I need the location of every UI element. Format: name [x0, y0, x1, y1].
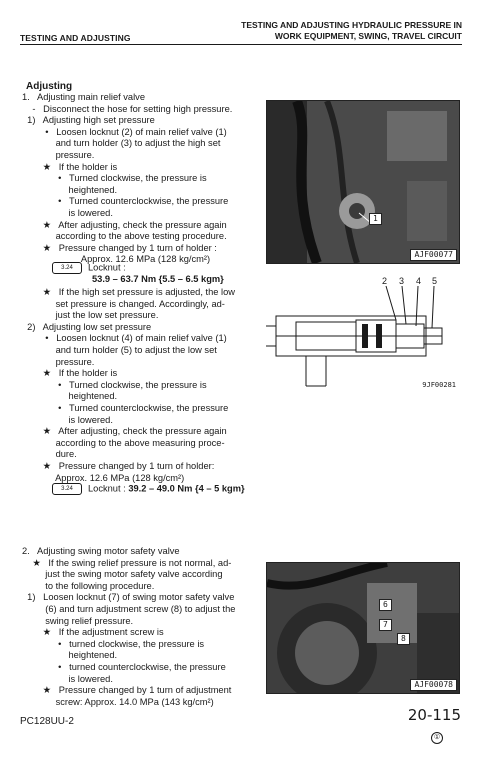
text-line: is lowered. — [22, 414, 113, 425]
main-relief-valve-photo — [266, 100, 460, 264]
diagram-figure-tag: 9JF00281 — [422, 381, 456, 390]
text-line: • Loosen locknut (2) of main relief valve (1) — [22, 126, 227, 137]
text-line: swing relief pressure. — [22, 615, 134, 626]
torque-1-label: Locknut : — [88, 262, 126, 273]
text-line: dure. — [22, 449, 77, 460]
text-line: 2. Adjusting swing motor safety valve — [22, 546, 180, 556]
header-right-line1: TESTING AND ADJUSTING HYDRAULIC PRESSURE IN — [241, 20, 462, 30]
diagram-callout: 2 — [382, 276, 388, 286]
text-line: Approx. 12.6 MPa (128 kg/cm²) — [22, 254, 211, 265]
text-line: heightened. — [22, 391, 118, 402]
photo-1-figure-tag: AJF00077 — [410, 249, 457, 261]
text-line: • turned counterclockwise, the pressure — [22, 661, 226, 672]
header-left-title: TESTING AND ADJUSTING — [20, 33, 131, 43]
photo-2-callout: 8 — [397, 633, 410, 645]
text-line: • Turned clockwise, the pressure is — [22, 173, 207, 184]
header-rule — [20, 44, 462, 45]
wrench-icon: 3.24 — [52, 262, 82, 274]
swing-motor-text — [22, 546, 258, 708]
low-set-text — [22, 287, 258, 484]
diagram-callout: 4 — [416, 276, 422, 286]
diagram-callout: 3 — [399, 276, 405, 286]
text-line: ★ After adjusting, check the pressure again — [22, 219, 227, 230]
relief-valve-diagram — [266, 276, 462, 398]
photo-2-figure-tag: AJF00078 — [410, 679, 457, 691]
text-line: pressure. — [22, 149, 95, 160]
text-line: • Turned counterclockwise, the pressure — [22, 402, 229, 413]
torque-1-value: 53.9 – 63.7 Nm {5.5 – 6.5 kgm} — [92, 274, 224, 285]
text-line: heightened. — [22, 184, 118, 195]
text-line: ★ Pressure changed by 1 turn of holder: — [22, 460, 215, 471]
torque-spec-1 — [52, 262, 262, 286]
text-line: ★ After adjusting, check the pressure again — [22, 426, 227, 437]
main-relief-text — [22, 92, 258, 266]
header-right-title — [162, 20, 462, 41]
text-line: ★ Pressure changed by 1 turn of holder : — [22, 242, 217, 253]
torque-2-value: 39.2 – 49.0 Nm {4 – 5 kgm} — [128, 483, 245, 494]
text-line: • Turned clockwise, the pressure is — [22, 379, 207, 390]
text-line: Approx. 12.6 MPa (128 kg/cm²) — [22, 472, 185, 483]
photo-illustration — [267, 563, 459, 693]
header-right-line2: WORK EQUIPMENT, SWING, TRAVEL CIRCUIT — [274, 30, 462, 41]
torque-2-label: Locknut : — [88, 483, 129, 494]
text-line: ★ If the high set pressure is adjusted, the low — [22, 287, 235, 297]
torque-spec-2 — [52, 483, 282, 495]
photo-2-callout: 6 — [379, 599, 392, 611]
text-line: and turn holder (5) to adjust the low set — [22, 344, 217, 355]
text-line: pressure. — [22, 356, 95, 367]
text-line: 1) Loosen locknut (7) of swing motor safety valve — [22, 592, 235, 603]
revision-mark: ① — [431, 732, 443, 744]
text-line: 1) Adjusting high set pressure — [22, 115, 155, 126]
text-line: just the swing motor safety valve according — [22, 569, 223, 580]
text-line: • turned clockwise, the pressure is — [22, 638, 205, 649]
text-line: - Disconnect the hose for setting high pressure. — [22, 103, 233, 114]
diagram-callout: 5 — [432, 276, 438, 286]
photo-illustration — [267, 101, 459, 263]
swing-motor-photo — [266, 562, 460, 694]
page-number: 20-115 — [407, 706, 461, 724]
text-line: • Loosen locknut (4) of main relief valve (1) — [22, 333, 227, 344]
text-line: is lowered. — [22, 207, 113, 218]
model-number: PC128UU-2 — [20, 716, 74, 727]
text-line: 2) Adjusting low set pressure — [22, 321, 152, 332]
text-line: ★ If the holder is — [22, 161, 118, 172]
text-line: just the low set pressure. — [22, 310, 159, 321]
text-line: ★ If the holder is — [22, 368, 118, 379]
text-line: ★ If the adjustment screw is — [22, 627, 164, 638]
text-line: is lowered. — [22, 673, 113, 684]
text-line: set pressure is changed. Accordingly, ad- — [22, 298, 225, 309]
photo-1-callout: 1 — [369, 213, 382, 225]
text-line: to the following procedure. — [22, 580, 155, 591]
text-line: heightened. — [22, 650, 118, 661]
text-line: • Turned counterclockwise, the pressure — [22, 196, 229, 207]
text-line: according to the above measuring proce- — [22, 437, 225, 448]
text-line: and turn holder (3) to adjust the high set — [22, 138, 221, 149]
wrench-icon: 3.24 — [52, 483, 82, 495]
text-line: according to the above testing procedure. — [22, 231, 227, 242]
section-title: Adjusting — [26, 81, 73, 92]
text-line: 1. Adjusting main relief valve — [22, 92, 145, 102]
text-line: ★ Pressure changed by 1 turn of adjustment — [22, 685, 232, 696]
text-line: screw: Approx. 14.0 MPa (143 kg/cm²) — [22, 696, 214, 707]
text-line: (6) and turn adjustment screw (8) to adjust the — [22, 603, 236, 614]
photo-2-callout: 7 — [379, 619, 392, 631]
text-line: ★ If the swing relief pressure is not normal, ad- — [22, 557, 232, 568]
